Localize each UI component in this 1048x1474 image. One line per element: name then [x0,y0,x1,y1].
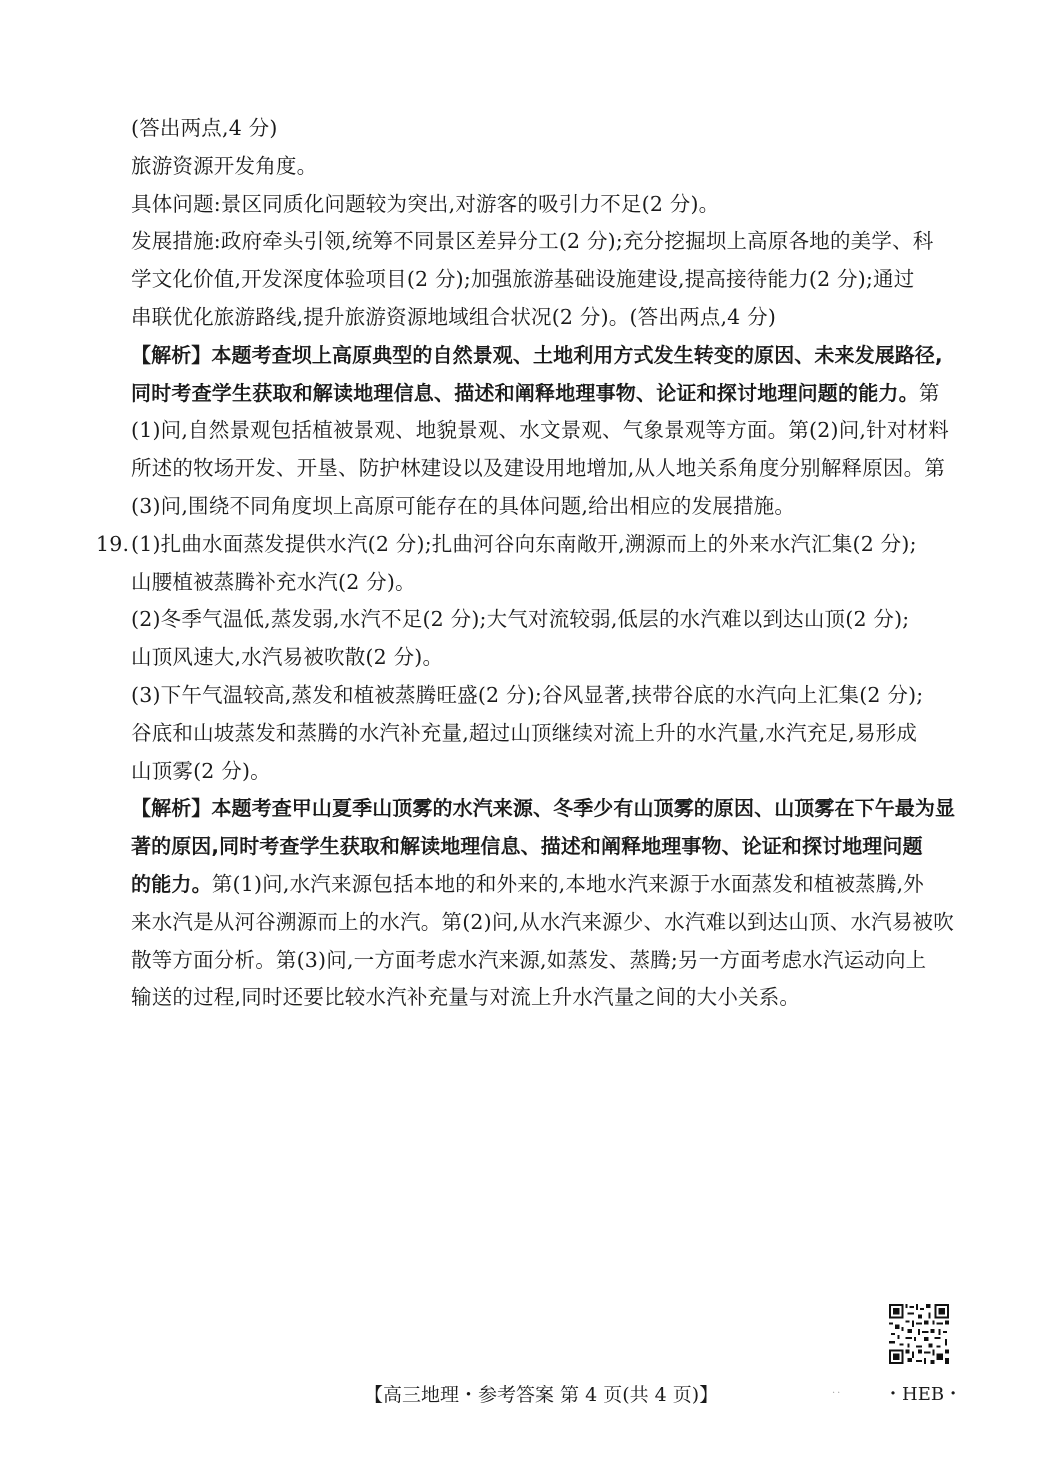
q19-line: 山顶风速大,水汽易被吹散(2 分)。 [131,645,444,670]
text-line: 串联优化旅游路线,提升旅游资源地域组合状况(2 分)。(答出两点,4 分) [131,304,777,329]
q19-line: 山顶雾(2 分)。 [131,758,271,783]
analysis-18-line: (3)问,围绕不同角度坝上高原可能存在的具体问题,给出相应的发展措施。 [131,493,796,518]
page-footer [0,1380,1048,1410]
analysis-18-line: 所述的牧场开发、开垦、防护林建设以及建设用地增加,从人地关系角度分别解释原因。第 [131,456,946,481]
question-number: 19. [96,531,130,556]
analysis-19-heading: 【解析】本题考查甲山夏季山顶雾的水汽来源、冬季少有山顶雾的原因、山顶雾在下午最为显 [131,796,956,821]
text-line: 学文化价值,开发深度体验项目(2 分);加强旅游基础设施建设,提高接待能力(2 分);通过 [131,267,915,292]
analysis-18-heading: 【解析】本题考查坝上高原典型的自然景观、土地利用方式发生转变的原因、未来发展路径, [131,342,943,367]
footer-text: 【高三地理・参考答案 第 4 页(共 4 页)】 [364,1384,719,1406]
footer-dots: ·· [832,1388,843,1399]
q19-line: (3)下午气温较高,蒸发和植被蒸腾旺盛(2 分);谷风显著,挟带谷底的水汽向上汇集(2 分); [131,682,924,707]
analysis-18-line: (1)问,自然景观包括植被景观、地貌景观、水文景观、气象景观等方面。第(2)问,针对材料 [131,418,949,443]
q19-line: 谷底和山坡蒸发和蒸腾的水汽补充量,超过山顶继续对流上升的水汽量,水汽充足,易形成 [131,720,918,745]
text-line: 发展措施:政府牵头引领,统筹不同景区差异分工(2 分);充分挖掘坝上高原各地的美学、科 [131,229,934,254]
footer-mark: ・HEB・ [884,1384,963,1405]
analysis-19-tail: 第(1)问,水汽来源包括本地的和外来的,本地水汽来源于水面蒸发和植被蒸腾,外 [211,871,924,896]
qr-code-icon [889,1304,949,1364]
answer-content [96,110,956,1017]
analysis-18-tail: 第 [918,380,940,405]
analysis-19-line: 著的原因,同时考查学生获取和解读地理信息、描述和阐释地理事物、论证和探讨地理问题 [131,834,923,859]
analysis-18-bold-text: 同时考查学生获取和解读地理信息、描述和阐释地理事物、论证和探讨地理问题的能力。 [131,380,919,405]
text-line: 旅游资源开发角度。 [131,153,318,178]
text-line: (答出两点,4 分) [131,116,278,140]
analysis-19-line: 来水汽是从河谷溯源而上的水汽。第(2)问,从水汽来源少、水汽难以到达山顶、水汽易被吹 [131,909,954,934]
q19-line [96,526,951,564]
text-line: 具体问题:景区同质化问题较为突出,对游客的吸引力不足(2 分)。 [131,191,720,216]
q19-line: (2)冬季气温低,蒸发弱,水汽不足(2 分);大气对流较弱,低层的水汽难以到达山顶(2 分); [131,607,910,632]
q19-text: (1)扎曲水面蒸发提供水汽(2 分);扎曲河谷向东南敞开,溯源而上的外来水汽汇集(2 分); [131,531,917,556]
analysis-19-line: 散等方面分析。第(3)问,一方面考虑水汽来源,如蒸发、蒸腾;另一方面考虑水汽运动向上 [131,947,927,972]
analysis-19-line: 输送的过程,同时还要比较水汽补充量与对流上升水汽量之间的大小关系。 [131,985,801,1010]
analysis-19-line [131,866,951,904]
q19-line: 山腰植被蒸腾补充水汽(2 分)。 [131,569,416,594]
analysis-18-line [131,375,951,413]
analysis-19-bold-text: 的能力。 [131,871,212,896]
